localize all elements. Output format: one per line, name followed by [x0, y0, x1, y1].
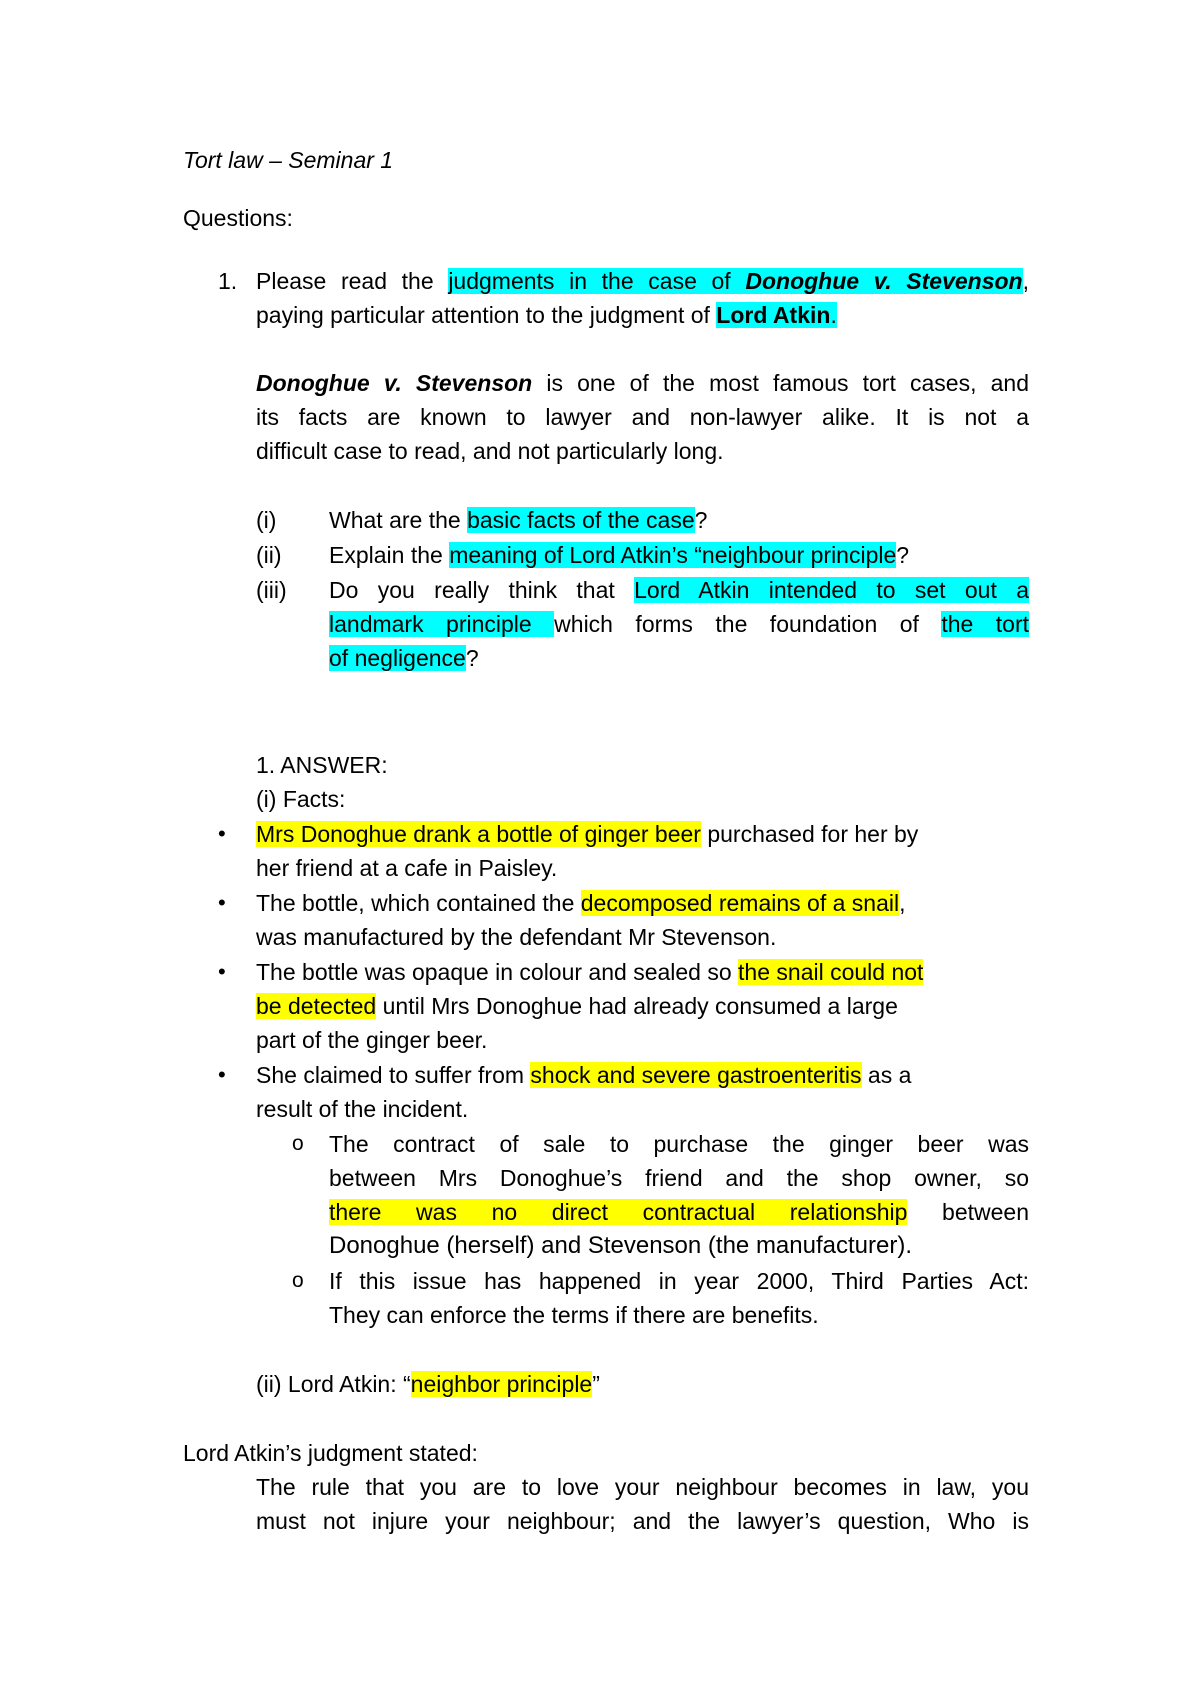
sub-question-iii-line-3 — [329, 641, 479, 675]
case-paragraph-line-1 — [256, 366, 1029, 400]
judgment-line-1: The rule that you are to love your neighbour becomes in law, you — [256, 1474, 1029, 1500]
fact-2-line-2: was manufactured by the defendant Mr Stevenson. — [256, 924, 777, 950]
sub-bullet-icon: o — [292, 1132, 304, 1155]
q1-text: Please read the — [256, 268, 449, 294]
sub-iii-text: Do you really think that — [329, 577, 635, 603]
facts-label: (i) Facts: — [256, 786, 346, 812]
sub-iii-mid-text: which forms the foundation of — [554, 611, 942, 637]
sub-point-1-text: between — [907, 1199, 1029, 1225]
question-number: 1. — [218, 268, 238, 294]
para-line1-text: is one of the most famous tort cases, and — [532, 370, 1029, 396]
q1-highlight — [448, 268, 1022, 294]
sub-point-1-line-1: The contract of sale to purchase the ginger beer was — [329, 1131, 1029, 1157]
sub-point-1-line-3 — [329, 1195, 1029, 1229]
fact-3-line-1 — [256, 955, 923, 989]
fact-4-text-2: as a — [861, 1062, 912, 1088]
fact-3-text-2: until Mrs Donoghue had already consumed a large — [376, 993, 898, 1019]
bullet-icon: • — [218, 821, 226, 846]
sub-iii-highlight-2: landmark principle — [329, 611, 555, 637]
case-paragraph-line-2: its facts are known to lawyer and non-lawyer alike. It is not a — [256, 404, 1029, 430]
q1-lord-atkin: Lord Atkin — [716, 302, 831, 328]
nb-text: (ii) Lord Atkin: “ — [256, 1371, 411, 1397]
q1-period: . — [830, 302, 837, 328]
fact-2-text: The bottle, which contained the — [256, 890, 581, 916]
fact-3-line-2 — [256, 989, 898, 1023]
sub-point-1-line-4: Donoghue (herself) and Stevenson (the manufacturer). — [329, 1232, 912, 1259]
fact-2-highlight: decomposed remains of a snail — [580, 890, 900, 916]
sub-ii-qmark: ? — [896, 542, 910, 568]
document-title: Tort law – Seminar 1 — [183, 147, 394, 173]
fact-1-highlight: Mrs Donoghue drank a bottle of ginger beer — [256, 821, 701, 847]
fact-4-line-2: result of the incident. — [256, 1096, 469, 1122]
sub-question-ii — [329, 538, 909, 572]
fact-1-line-1 — [256, 817, 918, 851]
question-1-line-1 — [256, 264, 1029, 298]
nb-highlight: neighbor principle — [410, 1371, 593, 1397]
fact-4-highlight: shock and severe gastroenteritis — [530, 1062, 862, 1088]
question-1-line-2 — [256, 298, 837, 332]
judgment-label: Lord Atkin’s judgment stated: — [183, 1440, 478, 1466]
fact-3-highlight: the snail could not — [738, 959, 924, 985]
sub-question-i — [329, 503, 707, 537]
fact-3-line-3: part of the ginger beer. — [256, 1027, 488, 1053]
sub-question-iii-line-1 — [329, 573, 1029, 607]
sub-iii-qmark: ? — [465, 645, 479, 671]
sub-iii-highlight: Lord Atkin intended to set out a — [634, 577, 1029, 603]
sub-question-iii-label: (iii) — [256, 577, 287, 603]
fact-2-line-1 — [256, 886, 906, 920]
fact-1-text: purchased for her by — [700, 821, 919, 847]
q1-case-name: Donoghue v. Stevenson — [745, 268, 1023, 294]
para-case-name: Donoghue v. Stevenson — [256, 370, 533, 396]
q1-highlight-text: judgments in the case of — [448, 268, 746, 294]
fact-3-highlight-2: be detected — [256, 993, 377, 1019]
answer-heading: 1. ANSWER: — [256, 752, 388, 778]
sub-i-highlight: basic facts of the case — [467, 507, 695, 533]
q1-comma: , — [1022, 268, 1029, 294]
sub-ii-text: Explain the — [329, 542, 450, 568]
q1-line2-text: paying particular attention to the judgment of — [256, 302, 717, 328]
sub-bullet-icon: o — [292, 1269, 304, 1292]
questions-label: Questions: — [183, 205, 293, 231]
sub-question-iii-line-2 — [329, 607, 1029, 641]
sub-question-ii-label: (ii) — [256, 542, 282, 568]
sub-iii-highlight-4: of negligence — [329, 645, 466, 671]
fact-4-text: She claimed to suffer from — [256, 1062, 531, 1088]
sub-ii-highlight: meaning of Lord Atkin’s “neighbour principle — [449, 542, 897, 568]
sub-iii-highlight-3: the tort — [941, 611, 1030, 637]
fact-4-line-1 — [256, 1058, 911, 1092]
sub-point-1-highlight: there was no direct contractual relationship — [329, 1199, 908, 1225]
sub-point-2-line-2: They can enforce the terms if there are benefits. — [329, 1302, 819, 1328]
sub-point-2-line-1: If this issue has happened in year 2000, Third Parties Act: — [329, 1268, 1029, 1294]
fact-3-text: The bottle was opaque in colour and sealed so — [256, 959, 739, 985]
fact-2-comma: , — [899, 890, 906, 916]
case-paragraph-line-3: difficult case to read, and not particularly long. — [256, 438, 724, 464]
judgment-line-2: must not injure your neighbour; and the lawyer’s question, Who is — [256, 1508, 1029, 1534]
bullet-icon: • — [218, 890, 226, 915]
sub-point-1-line-2: between Mrs Donoghue’s friend and the shop owner, so — [329, 1165, 1029, 1191]
sub-i-text: What are the — [329, 507, 468, 533]
neighbour-principle-heading — [256, 1367, 600, 1401]
nb-close-quote: ” — [592, 1371, 600, 1397]
bullet-icon: • — [218, 959, 226, 984]
fact-1-line-2: her friend at a cafe in Paisley. — [256, 855, 558, 881]
sub-i-qmark: ? — [694, 507, 708, 533]
bullet-icon: • — [218, 1062, 226, 1087]
sub-question-i-label: (i) — [256, 507, 277, 533]
